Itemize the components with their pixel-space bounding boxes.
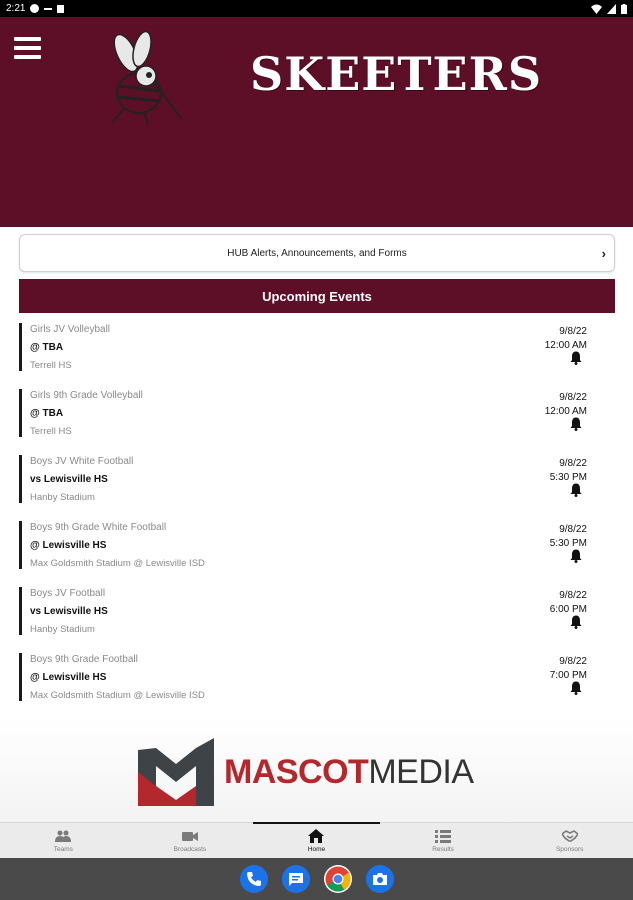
sponsor-word-media: MEDIA bbox=[368, 752, 474, 791]
upcoming-events-heading bbox=[19, 279, 615, 313]
event-list bbox=[19, 321, 615, 717]
teams-icon bbox=[55, 829, 71, 843]
event-time: 7:00 PM bbox=[549, 670, 587, 681]
cast-icon bbox=[44, 8, 52, 10]
bell-icon[interactable] bbox=[570, 615, 582, 629]
handshake-icon bbox=[562, 829, 578, 843]
sponsor-word-mascot: MASCOT bbox=[224, 752, 369, 791]
status-time: 2:21 bbox=[6, 3, 26, 14]
event-date: 9/8/22 bbox=[559, 524, 587, 535]
tab-label: Home bbox=[307, 845, 326, 853]
event-opponent: @ Lewisville HS bbox=[30, 672, 107, 683]
event-team: Girls JV Volleyball bbox=[30, 324, 111, 335]
event-date: 9/8/22 bbox=[559, 656, 587, 667]
event-opponent: @ TBA bbox=[30, 342, 64, 353]
upcoming-events-title: Upcoming Events bbox=[262, 288, 372, 304]
menu-button[interactable] bbox=[14, 37, 41, 59]
menu-line bbox=[14, 55, 41, 59]
event-date: 9/8/22 bbox=[559, 590, 587, 601]
tab-label: Teams bbox=[53, 845, 73, 853]
tab-results[interactable] bbox=[380, 823, 507, 858]
bell-icon[interactable] bbox=[570, 681, 582, 695]
event-time: 5:30 PM bbox=[549, 472, 587, 483]
event-item[interactable] bbox=[19, 651, 615, 717]
event-item[interactable] bbox=[19, 585, 615, 651]
camera-app[interactable] bbox=[366, 865, 394, 893]
event-item[interactable] bbox=[19, 519, 615, 585]
hub-alerts-label: HUB Alerts, Announcements, and Forms bbox=[227, 247, 407, 259]
messages-icon bbox=[288, 871, 304, 887]
tab-label: Sponsors bbox=[555, 845, 584, 853]
event-venue: Max Goldsmith Stadium @ Lewisville ISD bbox=[30, 558, 205, 569]
messages-app[interactable] bbox=[282, 865, 310, 893]
wifi-icon bbox=[591, 4, 602, 14]
tab-broadcasts[interactable] bbox=[127, 823, 254, 858]
event-opponent: vs Lewisville HS bbox=[30, 474, 108, 485]
event-team: Boys 9th Grade White Football bbox=[30, 522, 167, 533]
phone-icon bbox=[246, 871, 262, 887]
event-team: Boys 9th Grade Football bbox=[30, 654, 138, 665]
list-icon bbox=[435, 829, 451, 843]
bell-icon[interactable] bbox=[570, 483, 582, 497]
sponsor-wordmark bbox=[224, 753, 474, 792]
event-item[interactable] bbox=[19, 321, 615, 387]
event-item[interactable] bbox=[19, 453, 615, 519]
bottom-tab-bar bbox=[0, 822, 633, 858]
tab-teams[interactable] bbox=[0, 823, 127, 858]
tab-label: Results bbox=[432, 845, 454, 853]
event-date: 9/8/22 bbox=[559, 458, 587, 469]
chevron-right-icon: › bbox=[601, 246, 606, 261]
home-icon bbox=[308, 829, 324, 843]
team-header bbox=[0, 17, 633, 227]
team-name: SKEETERS bbox=[250, 47, 543, 101]
event-accent-bar bbox=[19, 521, 22, 569]
system-dock bbox=[0, 858, 633, 900]
event-venue: Hanby Stadium bbox=[30, 624, 95, 635]
tab-sponsors[interactable] bbox=[506, 823, 633, 858]
mosquito-mascot-logo bbox=[104, 31, 184, 125]
event-team: Boys JV White Football bbox=[30, 456, 134, 467]
event-venue: Terrell HS bbox=[30, 426, 72, 437]
event-date: 9/8/22 bbox=[559, 326, 587, 337]
event-accent-bar bbox=[19, 653, 22, 701]
menu-line bbox=[14, 37, 41, 41]
sim-icon bbox=[57, 5, 64, 13]
phone-app[interactable] bbox=[240, 865, 268, 893]
event-time: 5:30 PM bbox=[549, 538, 587, 549]
bell-icon[interactable] bbox=[570, 417, 582, 431]
event-opponent: @ TBA bbox=[30, 408, 64, 419]
sponsor-logo[interactable] bbox=[136, 736, 474, 808]
tab-label: Broadcasts bbox=[173, 845, 207, 853]
menu-line bbox=[14, 46, 41, 50]
event-time: 6:00 PM bbox=[549, 604, 587, 615]
event-accent-bar bbox=[19, 455, 22, 503]
event-opponent: vs Lewisville HS bbox=[30, 606, 108, 617]
event-time: 12:00 AM bbox=[544, 340, 587, 351]
event-accent-bar bbox=[19, 323, 22, 371]
status-bar bbox=[0, 0, 633, 17]
event-date: 9/8/22 bbox=[559, 392, 587, 403]
event-time: 12:00 AM bbox=[544, 406, 587, 417]
battery-icon bbox=[621, 4, 627, 14]
signal-icon bbox=[607, 4, 616, 14]
bell-icon[interactable] bbox=[570, 549, 582, 563]
mascot-media-m-logo bbox=[136, 736, 216, 808]
video-camera-icon bbox=[182, 829, 198, 843]
event-item[interactable] bbox=[19, 387, 615, 453]
hub-alerts-button[interactable] bbox=[19, 234, 615, 272]
tab-home[interactable] bbox=[253, 823, 380, 858]
event-opponent: @ Lewisville HS bbox=[30, 540, 107, 551]
event-team: Girls 9th Grade Volleyball bbox=[30, 390, 143, 401]
event-accent-bar bbox=[19, 389, 22, 437]
event-venue: Terrell HS bbox=[30, 360, 72, 371]
chrome-app[interactable] bbox=[324, 865, 352, 893]
event-venue: Hanby Stadium bbox=[30, 492, 95, 503]
event-venue: Max Goldsmith Stadium @ Lewisville ISD bbox=[30, 690, 205, 701]
event-team: Boys JV Football bbox=[30, 588, 106, 599]
bell-icon[interactable] bbox=[570, 351, 582, 365]
event-accent-bar bbox=[19, 587, 22, 635]
chrome-icon bbox=[325, 866, 351, 892]
notification-icon bbox=[30, 4, 39, 13]
camera-icon bbox=[372, 871, 388, 887]
